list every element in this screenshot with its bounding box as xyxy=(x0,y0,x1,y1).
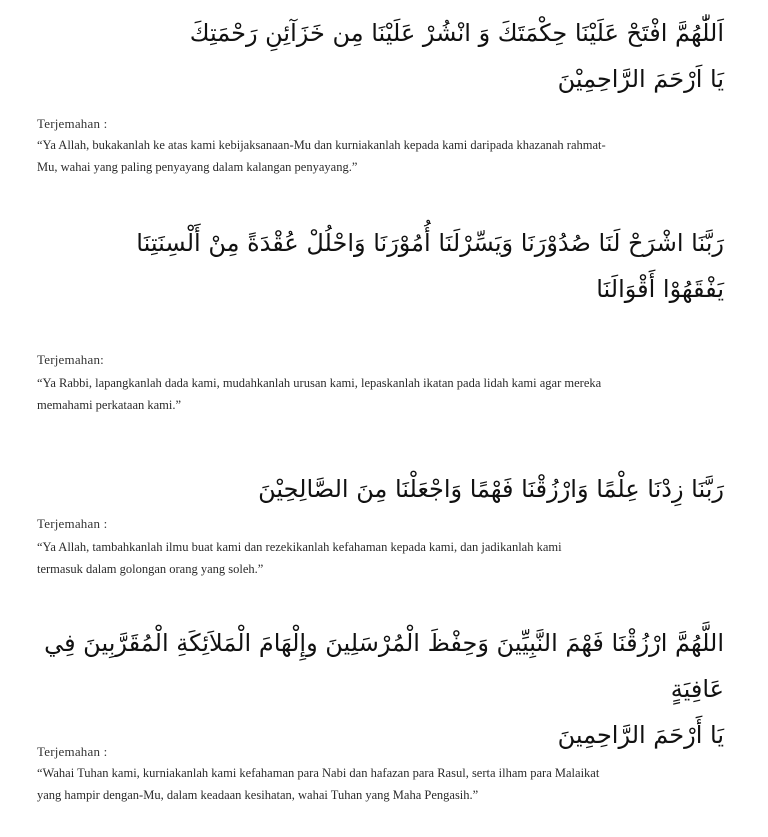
arabic-line: اَللّٰهُمَّ افْتَحْ عَلَيْنَا حِكْمَتَكَ وَ انْشُرْ عَلَيْنَا مِن خَزَآئِنِ رَحْمَتِكَ xyxy=(189,19,724,47)
arabic-line: يَا أَرْحَمَ الرَّاحِمِينَ xyxy=(557,721,724,749)
arabic-prayer-4 xyxy=(24,620,724,758)
translation-line: “Wahai Tuhan kami, kurniakanlah kami kefahaman para Nabi dan hafazan para Rasul, serta ilham para Malaikat xyxy=(37,766,600,780)
translation-line: memahami perkataan kami.” xyxy=(37,398,182,412)
arabic-line: يَفْقَهُوْا أَقْوَالَنَا xyxy=(596,275,724,303)
translation-line: “Ya Rabbi, lapangkanlah dada kami, mudahkanlah urusan kami, lepaskanlah ikatan pada lidah kami agar mereka xyxy=(37,376,602,390)
translation-line: Mu, wahai yang paling penyayang dalam kalangan penyayang.” xyxy=(37,160,358,174)
translation-text-1 xyxy=(37,134,731,178)
translation-label: Terjemahan : xyxy=(37,744,108,759)
arabic-prayer-2 xyxy=(24,220,724,312)
translation-label: Terjemahan : xyxy=(37,516,108,531)
translation-line: “Ya Allah, tambahkanlah ilmu buat kami dan rezekikanlah kefahaman kepada kami, dan jadikanlah kami xyxy=(37,540,562,554)
arabic-line: اللَّهُمَّ ارْزُقْنَا فَهْمَ النَّبِيِّينَ وَحِفْظَ الْمُرْسَلِينَ وإِلْهَامَ الْمَلاَئِكَةِ الْمُقَرَّبِينَ فِي عَافِيَةٍ xyxy=(44,629,724,703)
translation-text-2 xyxy=(37,372,731,416)
arabic-prayer-3 xyxy=(124,466,724,512)
translation-line: “Ya Allah, bukakanlah ke atas kami kebijaksanaan-Mu dan kurniakanlah kepada kami daripada khazanah rahmat- xyxy=(37,138,606,152)
translation-text-4 xyxy=(37,762,731,806)
arabic-line: رَبَّنَا زِدْنَا عِلْمًا وَارْزُقْنَا فَهْمًا وَاجْعَلْنَا مِنَ الصَّالِحِيْنَ xyxy=(258,475,724,503)
arabic-line: يَا اَرْحَمَ الرَّاحِمِيْنَ xyxy=(557,65,724,93)
translation-label: Terjemahan: xyxy=(37,352,104,367)
translation-text-3 xyxy=(37,536,731,580)
translation-label: Terjemahan : xyxy=(37,116,108,131)
arabic-prayer-1 xyxy=(124,10,724,102)
arabic-line: رَبَّنَا اشْرَحْ لَنَا صُدُوْرَنَا وَيَسِّرْلَنَا أُمُوْرَنَا وَاحْلُلْ عُقْدَةً مِنْ أَلْسِنَتِنَا xyxy=(136,229,724,257)
translation-line: yang hampir dengan-Mu, dalam keadaan kesihatan, wahai Tuhan yang Maha Pengasih.” xyxy=(37,788,479,802)
translation-line: termasuk dalam golongan orang yang soleh.” xyxy=(37,562,264,576)
